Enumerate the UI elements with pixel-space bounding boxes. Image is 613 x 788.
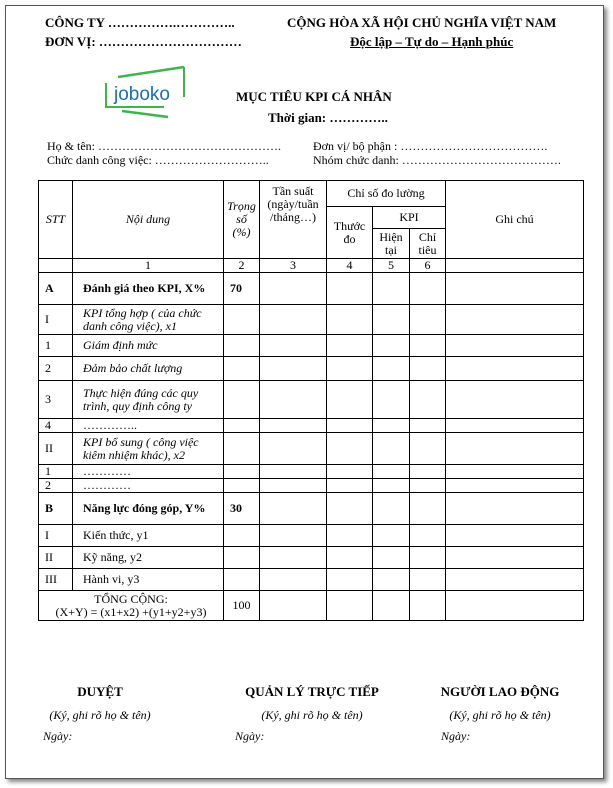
signature-date: Ngày: (235, 729, 265, 743)
row-stt: B (39, 493, 73, 525)
row-stt: 2 (39, 479, 73, 493)
row-stt: 2 (39, 357, 73, 381)
row-stt: II (39, 433, 73, 465)
signature-manager (227, 684, 397, 744)
signature-note: (Ký, ghi rõ họ & tên) (449, 708, 551, 722)
row-weight (224, 433, 260, 465)
cell (260, 479, 327, 493)
table-row (39, 273, 584, 305)
total-label (39, 591, 224, 621)
cell (446, 381, 584, 419)
kpi-table (38, 180, 584, 621)
cell (446, 335, 584, 357)
cell (327, 479, 373, 493)
row-weight (224, 381, 260, 419)
row-weight (224, 525, 260, 547)
cell (260, 591, 327, 621)
row-content: Đánh giá theo KPI, X% (73, 273, 224, 305)
row-content: ………….. (73, 419, 224, 433)
row-stt: 1 (39, 335, 73, 357)
table-row (39, 305, 584, 335)
total-label-line-2: (X+Y) = (x1+x2) +(y1+y2+y3) (55, 604, 207, 619)
signature-approve (15, 684, 185, 744)
cell (327, 547, 373, 569)
column-number: 1 (73, 259, 224, 273)
unit-line: ĐƠN VỊ: …………………………… (45, 34, 242, 49)
table-row (39, 335, 584, 357)
row-weight (224, 419, 260, 433)
form-title: MỤC TIÊU KPI CÁ NHÂN (236, 89, 392, 104)
cell (446, 591, 584, 621)
signature-date: Ngày: (441, 729, 471, 743)
cell (260, 419, 327, 433)
joboko-logo (102, 63, 188, 119)
cell (373, 479, 410, 493)
cell (446, 493, 584, 525)
row-content: Thực hiện đúng các quy trình, quy định công ty (73, 381, 224, 419)
cell (410, 569, 446, 591)
header-note: Ghi chú (446, 181, 584, 259)
cell (373, 273, 410, 305)
row-weight (224, 547, 260, 569)
column-number: 6 (410, 259, 446, 273)
row-content: Năng lực đóng góp, Y% (73, 493, 224, 525)
cell (373, 335, 410, 357)
row-stt: 3 (39, 381, 73, 419)
header-actual: Hiện tại (373, 229, 410, 259)
cell (446, 525, 584, 547)
logo-text: joboko (114, 84, 170, 105)
row-weight (224, 335, 260, 357)
cell (373, 547, 410, 569)
signature-note: (Ký, ghi rõ họ & tên) (261, 708, 363, 722)
header-frequency: Tần suất (ngày/tuần /tháng…) (260, 181, 327, 259)
table-row (39, 381, 584, 419)
cell (373, 419, 410, 433)
department-field: Đơn vị/ bộ phận : ………………………………. (313, 139, 548, 153)
row-stt: 1 (39, 465, 73, 479)
table-row (39, 493, 584, 525)
cell (410, 335, 446, 357)
cell (446, 479, 584, 493)
column-number: 3 (260, 259, 327, 273)
row-weight (224, 569, 260, 591)
job-group-field: Nhóm chức danh: …………………………………. (313, 153, 561, 167)
cell (446, 419, 584, 433)
cell (260, 525, 327, 547)
cell (446, 357, 584, 381)
table-row (39, 433, 584, 465)
row-content: KPI bổ sung ( công việc kiêm nhiệm khác), x2 (73, 433, 224, 465)
row-weight: 30 (224, 493, 260, 525)
cell (327, 493, 373, 525)
row-weight (224, 305, 260, 335)
cell (410, 525, 446, 547)
cell (327, 357, 373, 381)
row-stt: II (39, 547, 73, 569)
cell (446, 305, 584, 335)
row-content: Kiến thức, y1 (73, 525, 224, 547)
job-title-field: Chức danh công việc: ……………………….. (47, 153, 269, 167)
cell (260, 433, 327, 465)
cell (260, 381, 327, 419)
table-row (39, 547, 584, 569)
cell (410, 305, 446, 335)
cell (260, 547, 327, 569)
cell (373, 569, 410, 591)
total-label-line-1: TỔNG CỘNG: (94, 591, 168, 606)
cell (260, 465, 327, 479)
signature-title: QUẢN LÝ TRỰC TIẾP (245, 684, 379, 699)
cell (260, 335, 327, 357)
column-number: 2 (224, 259, 260, 273)
cell (446, 273, 584, 305)
cell (260, 493, 327, 525)
motto: Độc lập – Tự do – Hạnh phúc (350, 34, 514, 49)
row-weight (224, 465, 260, 479)
cell (410, 273, 446, 305)
cell (260, 357, 327, 381)
row-content: Hành vi, y3 (73, 569, 224, 591)
table-row (39, 479, 584, 493)
row-content: Đảm bảo chất lượng (73, 357, 224, 381)
cell (327, 335, 373, 357)
cell (410, 433, 446, 465)
table-row (39, 569, 584, 591)
cell (327, 591, 373, 621)
cell (410, 381, 446, 419)
signature-date: Ngày: (43, 729, 73, 743)
row-content: KPI tổng hợp ( của chức danh công việc), x1 (73, 305, 224, 335)
cell (327, 305, 373, 335)
cell (373, 591, 410, 621)
cell (373, 493, 410, 525)
column-number: 4 (327, 259, 373, 273)
cell (410, 465, 446, 479)
total-row (39, 591, 584, 621)
cell (373, 305, 410, 335)
cell (327, 381, 373, 419)
cell (373, 357, 410, 381)
column-number: 5 (373, 259, 410, 273)
cell (410, 493, 446, 525)
header-measure: Chỉ số đo lường (327, 181, 446, 207)
row-content: ………… (73, 465, 224, 479)
company-line: CÔNG TY …………….………….. (45, 15, 235, 30)
cell (446, 569, 584, 591)
row-weight (224, 357, 260, 381)
cell (260, 569, 327, 591)
column-number-blank (446, 259, 584, 273)
cell (327, 273, 373, 305)
total-weight: 100 (224, 591, 260, 621)
row-stt: I (39, 305, 73, 335)
signature-employee (415, 684, 585, 744)
table-row (39, 525, 584, 547)
header-kpi: KPI (373, 207, 446, 229)
cell (446, 433, 584, 465)
row-weight (224, 479, 260, 493)
cell (410, 419, 446, 433)
header-target: Chỉ tiêu (410, 229, 446, 259)
table-row (39, 465, 584, 479)
nation-title: CỘNG HÒA XÃ HỘI CHỦ NGHĨA VIỆT NAM (287, 15, 557, 30)
signature-title: DUYỆT (77, 684, 123, 699)
cell (410, 591, 446, 621)
kpi-body (39, 273, 584, 591)
cell (410, 479, 446, 493)
cell (410, 547, 446, 569)
logo-swoosh-bottom (122, 111, 168, 117)
row-content: ………… (73, 479, 224, 493)
column-number-row (39, 259, 584, 273)
cell (373, 381, 410, 419)
header-content: Nội dung (73, 181, 224, 259)
cell (260, 305, 327, 335)
row-stt: A (39, 273, 73, 305)
cell (373, 433, 410, 465)
cell (410, 357, 446, 381)
logo-swoosh-top (118, 67, 184, 77)
table-row (39, 419, 584, 433)
cell (327, 525, 373, 547)
signature-title: NGƯỜI LAO ĐỘNG (440, 684, 560, 699)
cell (327, 465, 373, 479)
column-number-blank (39, 259, 73, 273)
header-stt: STT (39, 181, 73, 259)
row-content: Kỹ năng, y2 (73, 547, 224, 569)
row-stt: III (39, 569, 73, 591)
cell (446, 465, 584, 479)
table-row (39, 357, 584, 381)
row-stt: 4 (39, 419, 73, 433)
signature-note: (Ký, ghi rõ họ & tên) (49, 708, 151, 722)
cell (327, 433, 373, 465)
row-stt: I (39, 525, 73, 547)
cell (446, 547, 584, 569)
header-weight: Trọng số (%) (224, 181, 260, 259)
cell (327, 569, 373, 591)
header-unit: Thước đo (327, 207, 373, 259)
cell (260, 273, 327, 305)
period-line: Thời gian: ………….. (268, 110, 388, 125)
row-content: Giám định mức (73, 335, 224, 357)
cell (373, 465, 410, 479)
cell (327, 419, 373, 433)
name-field: Họ & tên: ………………………………………. (47, 139, 281, 153)
cell (373, 525, 410, 547)
row-weight: 70 (224, 273, 260, 305)
